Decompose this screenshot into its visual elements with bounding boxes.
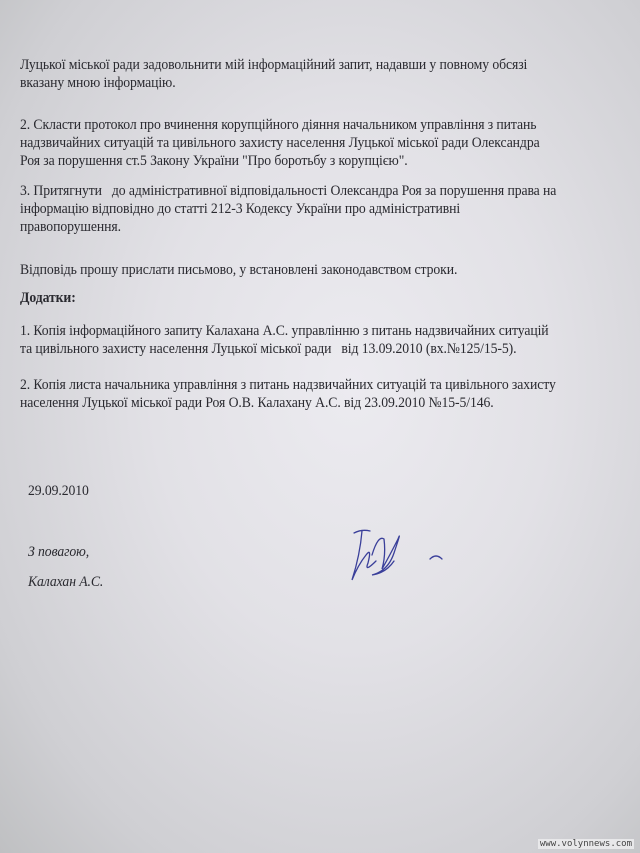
- item3-line-2: інформацію відповідно до статті 212-3 Кодексу України про адміністративні: [20, 201, 461, 217]
- handwritten-signature: [342, 525, 452, 585]
- item3-line-3: правопорушення.: [20, 219, 121, 235]
- reply-request: Відповідь прошу прислати письмово, у встановлені законодавством строки.: [20, 262, 458, 278]
- item2-line-2: надзвичайних ситуацій та цивільного захисту населення Луцької міської ради Олександра: [20, 135, 540, 151]
- attachment-2-line-2: населення Луцької міської ради Роя О.В. Калахану А.С. від 23.09.2010 №15-5/146.: [20, 395, 494, 411]
- item3-line-1: 3. Притягнути до адміністративної відповідальності Олександра Роя за порушення права на: [20, 183, 557, 199]
- item2-line-1: 2. Скласти протокол про вчинення корупційного діяння начальником управління з питань: [20, 117, 537, 133]
- signer-name: Калахан А.С.: [28, 574, 104, 590]
- document-date: 29.09.2010: [28, 483, 89, 499]
- closing-phrase: З повагою,: [28, 544, 90, 560]
- attachment-1-line-2: та цивільного захисту населення Луцької міської ради від 13.09.2010 (вх.№125/15-5).: [20, 341, 517, 357]
- attachment-2-line-1: 2. Копія листа начальника управління з питань надзвичайних ситуацій та цивільного захисту: [20, 377, 556, 393]
- attachment-1-line-1: 1. Копія інформаційного запиту Калахана А.С. управлінню з питань надзвичайних ситуацій: [20, 323, 549, 339]
- watermark: www.volynnews.com: [539, 839, 632, 849]
- intro-line-1: Луцької міської ради задовольнити мій інформаційний запит, надавши у повному обсязі: [20, 57, 528, 73]
- item2-line-3: Роя за порушення ст.5 Закону України "Про боротьбу з корупцією".: [20, 153, 408, 169]
- attachments-heading: Додатки:: [20, 290, 76, 306]
- intro-line-2: вказану мною інформацію.: [20, 75, 176, 91]
